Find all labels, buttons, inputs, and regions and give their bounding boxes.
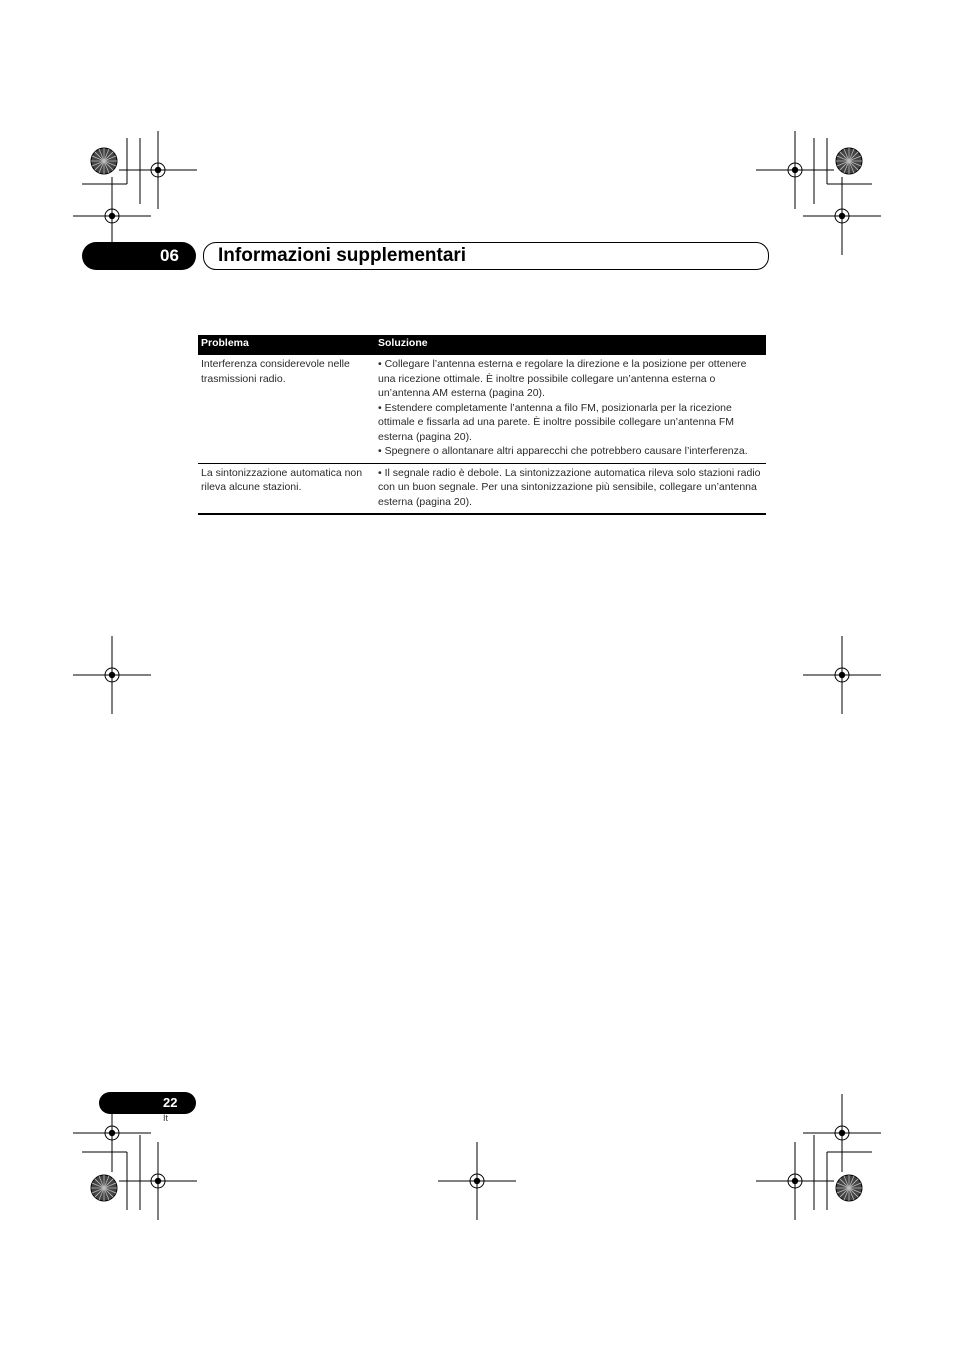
registration-mark-icon xyxy=(73,636,151,714)
solution-item: • Collegare l’antenna esterna e regolare la direzione e la posizione per ottenere una ricezione ottimale. È inoltre possibile collegare un’antenna esterna o un’antenna AM esterna (pagina 20). xyxy=(378,358,747,399)
page-number: 22 xyxy=(163,1095,178,1110)
registration-mark-icon xyxy=(803,636,881,714)
problem-cell: Interferenza considerevole nelle trasmissioni radio. xyxy=(198,355,375,463)
registration-mark-icon xyxy=(119,1142,197,1220)
table-row xyxy=(198,463,766,514)
registration-mark-icon xyxy=(756,131,834,209)
solution-item: • Spegnere o allontanare altri apparecchi che potrebbero causare l’interferenza. xyxy=(378,445,748,457)
registration-mark-icon xyxy=(119,131,197,209)
starburst-icon xyxy=(91,1175,117,1201)
troubleshooting-table xyxy=(198,335,766,515)
solution-item: • Estendere completamente l’antenna a filo FM, posizionarla per la ricezione ottimale e fissarla ad una parete. È inoltre possibile collegare un’antenna FM esterna (pagina 20). xyxy=(378,401,735,443)
column-header-problem: Problema xyxy=(198,335,375,355)
problem-cell: La sintonizzazione automatica non rileva alcune stazioni. xyxy=(198,463,375,514)
page-language: It xyxy=(163,1113,169,1123)
starburst-icon xyxy=(836,1175,862,1201)
solution-cell xyxy=(375,355,766,463)
registration-mark-icon xyxy=(803,177,881,255)
page-number-tab xyxy=(99,1092,196,1114)
column-header-solution: Soluzione xyxy=(375,335,766,355)
starburst-icon xyxy=(91,148,117,174)
chapter-title: Informazioni supplementari xyxy=(218,245,467,266)
registration-mark-icon xyxy=(803,1094,881,1172)
registration-mark-icon xyxy=(438,1142,516,1220)
registration-mark-icon xyxy=(756,1142,834,1220)
solution-cell xyxy=(375,463,766,514)
starburst-icon xyxy=(836,148,862,174)
table-header-row xyxy=(198,335,766,355)
chapter-number: 06 xyxy=(160,246,179,265)
solution-item: • Il segnale radio è debole. La sintonizzazione automatica rileva solo stazioni radio con un buon segnale. Per una sintonizzazione più sensibile, collegare un’antenna esterna (pagina 20). xyxy=(378,466,761,508)
table-row xyxy=(198,355,766,463)
